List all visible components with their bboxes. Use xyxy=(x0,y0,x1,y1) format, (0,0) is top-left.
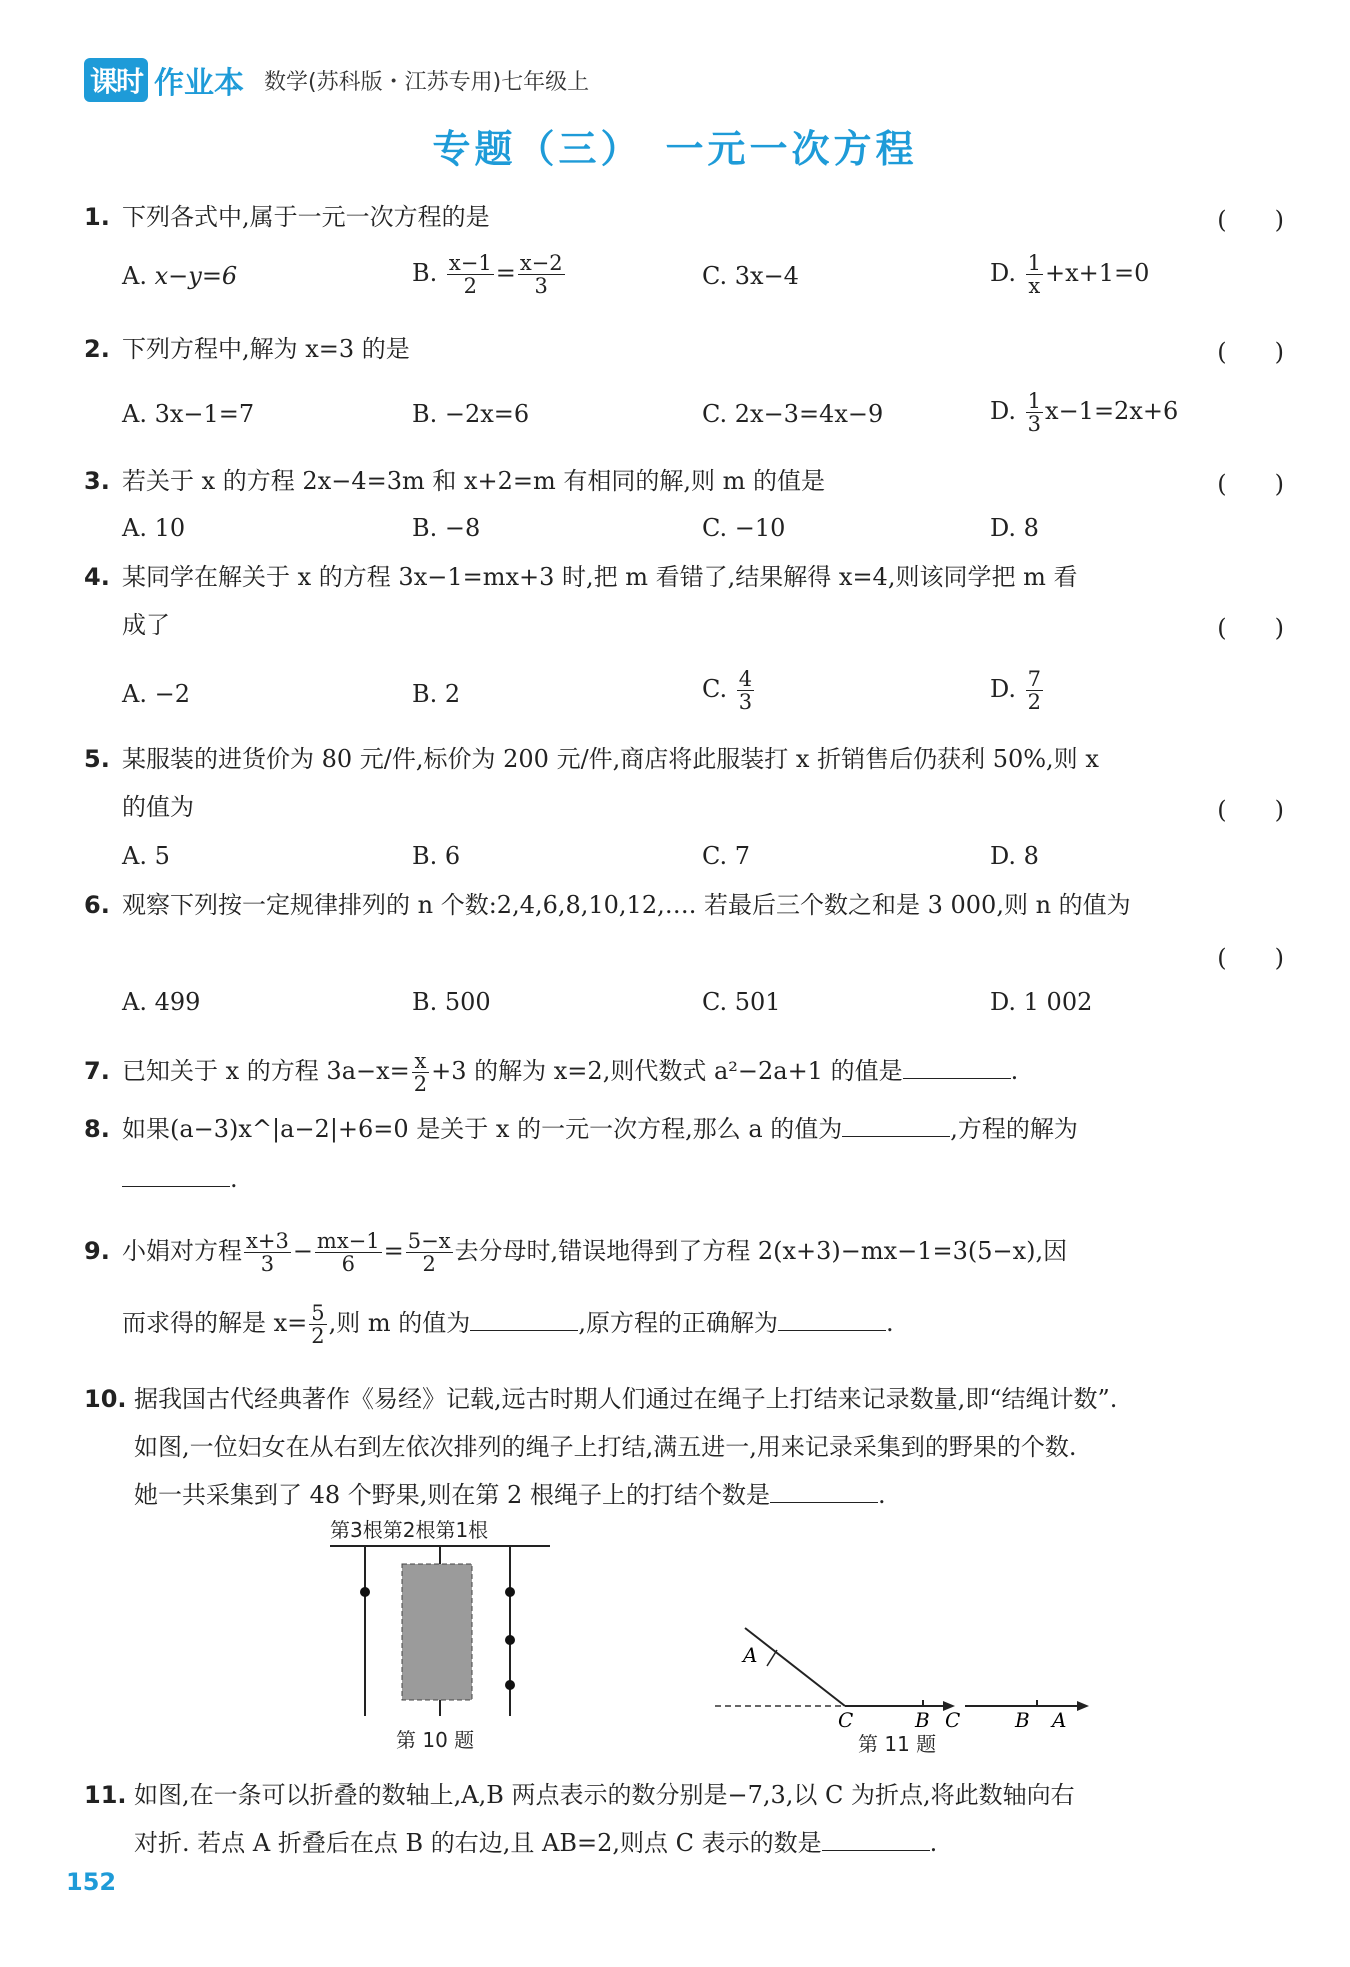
fraction: $\frac{x}{2}$ xyxy=(413,1049,428,1096)
question-text: 下列方程中,解为 x=3 的是 xyxy=(122,335,410,363)
covered-region xyxy=(402,1564,472,1700)
folding-number-line-figure xyxy=(715,1600,1095,1730)
question-7: 7. 已知关于 x 的方程 3a−x= $\frac{x}{2}$ +3 的解为 x=2,则代数式 a²−2a+1 的值是 . xyxy=(84,1049,1019,1096)
folded-segment xyxy=(745,1628,845,1706)
question-text: 某同学在解关于 x 的方程 3x−1=mx+3 时,把 m 看错了,结果解得 x=4,则该同学把 m 看 xyxy=(122,563,1078,591)
answer-paren-5: ( ) xyxy=(1217,796,1284,824)
knot xyxy=(505,1635,515,1645)
knot xyxy=(505,1587,515,1597)
answer-blank-m[interactable] xyxy=(470,1310,578,1331)
answer-paren-1: ( ) xyxy=(1217,206,1284,234)
question-number: 2. xyxy=(84,335,110,363)
option-b: B. $\frac{x-1}{2}$ = $\frac{x-2}{3}$ xyxy=(412,251,563,298)
figure-11-caption: 第 11 题 xyxy=(858,1732,937,1756)
question-4-line2: 成了 xyxy=(122,611,170,639)
knot-rope-figure xyxy=(320,1540,560,1720)
knot xyxy=(505,1680,515,1690)
fold-arrow xyxy=(767,1650,777,1666)
option-c: C. 501 xyxy=(702,988,781,1016)
question-9-line2: 而求得的解是 x= $\frac{5}{2}$ ,则 m 的值为 ,原方程的正确解为 . xyxy=(122,1301,894,1348)
question-5 xyxy=(84,742,1284,776)
option-a: A. −2 xyxy=(122,680,190,708)
book-subtitle: 数学(苏科版・江苏专用)七年级上 xyxy=(264,69,590,95)
label-a: A xyxy=(743,1643,758,1667)
question-number: 9. xyxy=(84,1237,110,1265)
answer-blank[interactable] xyxy=(770,1482,878,1503)
option-d: D. 8 xyxy=(990,514,1039,542)
option-c: C. 2x−3=4x−9 xyxy=(702,400,884,428)
question-number: 6. xyxy=(84,891,110,919)
option-b: B. 500 xyxy=(412,988,491,1016)
question-6 xyxy=(84,888,1284,922)
option-a: A. 499 xyxy=(122,988,201,1016)
label-b: B xyxy=(915,1708,930,1730)
option-c: C. $\frac{4}{3}$ xyxy=(702,667,753,714)
answer-paren-3: ( ) xyxy=(1217,470,1284,498)
option-a: A. x−y=6 xyxy=(122,262,238,290)
question-number: 1. xyxy=(84,203,110,231)
option-b: B. 6 xyxy=(412,842,461,870)
figure-10-caption: 第 10 题 xyxy=(396,1728,475,1752)
question-text: 若关于 x 的方程 2x−4=3m 和 x+2=m 有相同的解,则 m 的值是 xyxy=(122,467,826,495)
option-c: C. 7 xyxy=(702,842,751,870)
page-header xyxy=(84,58,589,102)
answer-blank[interactable] xyxy=(903,1058,1011,1079)
answer-paren-4: ( ) xyxy=(1217,614,1284,642)
answer-blank-a[interactable] xyxy=(842,1116,950,1137)
question-3 xyxy=(84,464,1284,498)
question-10: 10. 据我国古代经典著作《易经》记载,远古时期人们通过在绳子上打结来记录数量,即“结绳计数”. xyxy=(84,1382,1284,1416)
answer-paren-2: ( ) xyxy=(1217,338,1284,366)
label-c: C xyxy=(838,1708,854,1730)
answer-blank-solution[interactable] xyxy=(778,1310,886,1331)
option-a: A. 5 xyxy=(122,842,170,870)
question-number: 5. xyxy=(84,745,110,773)
option-c: C. −10 xyxy=(702,514,786,542)
option-b: B. −8 xyxy=(412,514,481,542)
label-a2: A xyxy=(1052,1708,1067,1730)
option-d: D. $\frac{1}{3}$ x−1=2x+6 xyxy=(990,389,1179,436)
option-b: B. 2 xyxy=(412,680,461,708)
question-number: 4. xyxy=(84,563,110,591)
logo-mark: 课时 xyxy=(84,58,148,102)
label-c2: C xyxy=(945,1708,961,1730)
question-number: 11. xyxy=(84,1781,127,1809)
question-8-line2: . xyxy=(122,1162,1322,1196)
option-d: D. 8 xyxy=(990,842,1039,870)
answer-blank[interactable] xyxy=(822,1830,930,1851)
page-title: 专题（三） 一元一次方程 xyxy=(432,127,918,171)
label-b2: B xyxy=(1015,1708,1030,1730)
question-number: 7. xyxy=(84,1057,110,1085)
question-9: 9. 小娟对方程 $\frac{x+3}{3}$ − $\frac{mx-1}{6}$ = $\frac{5-x}{2}$ 去分母时,错误地得到了方程 2(x+3)−mx−1=3(5−x),因 xyxy=(84,1229,1068,1276)
series-logo xyxy=(84,58,244,102)
option-d: D. $\frac{1}{x}$ +x+1=0 xyxy=(990,251,1150,298)
question-number: 3. xyxy=(84,467,110,495)
question-2 xyxy=(84,332,1284,366)
question-number: 8. xyxy=(84,1115,110,1143)
question-11: 11. 如图,在一条可以折叠的数轴上,A,B 两点表示的数分别是−7,3,以 C 为折点,将此数轴向右 xyxy=(84,1778,1284,1812)
question-10-line2: 如图,一位妇女在从右到左依次排列的绳子上打结,满五进一,用来记录采集到的野果的个数. xyxy=(134,1433,1077,1461)
question-11-line2: 对折. 若点 A 折叠后在点 B 的右边,且 AB=2,则点 C 表示的数是 . xyxy=(134,1829,938,1857)
question-text: 下列各式中,属于一元一次方程的是 xyxy=(122,203,490,231)
option-c: C. 3x−4 xyxy=(702,262,799,290)
answer-paren-6: ( ) xyxy=(1217,944,1284,972)
answer-blank-solution[interactable] xyxy=(122,1166,230,1187)
option-b: B. −2x=6 xyxy=(412,400,530,428)
question-text: 观察下列按一定规律排列的 n 个数:2,4,6,8,10,12,…. 若最后三个数之和是 3 000,则 n 的值为 xyxy=(122,891,1131,919)
knot xyxy=(360,1587,370,1597)
question-1 xyxy=(84,200,1284,234)
question-text: 某服装的进货价为 80 元/件,标价为 200 元/件,商店将此服装打 x 折销售后仍获利 50%,则 x xyxy=(122,745,1099,773)
question-number: 10. xyxy=(84,1385,127,1413)
option-d: D. 1 002 xyxy=(990,988,1093,1016)
question-8: 8. 如果(a−3)x^|a−2|+6=0 是关于 x 的一元一次方程,那么 a 的值为 ,方程的解为 xyxy=(84,1112,1284,1146)
page-number: 152 xyxy=(66,1868,117,1896)
arrow-head xyxy=(1077,1701,1089,1711)
question-5-line2: 的值为 xyxy=(122,793,194,821)
option-a: A. 10 xyxy=(122,514,186,542)
logo-text: 作业本 xyxy=(154,66,245,101)
rope-labels: 第3根第2根第1根 xyxy=(330,1518,489,1542)
option-a: A. 3x−1=7 xyxy=(122,400,255,428)
option-d: D. $\frac{7}{2}$ xyxy=(990,667,1042,714)
question-10-line3: 她一共采集到了 48 个野果,则在第 2 根绳子上的打结个数是 . xyxy=(134,1481,886,1509)
question-4 xyxy=(84,560,1284,594)
